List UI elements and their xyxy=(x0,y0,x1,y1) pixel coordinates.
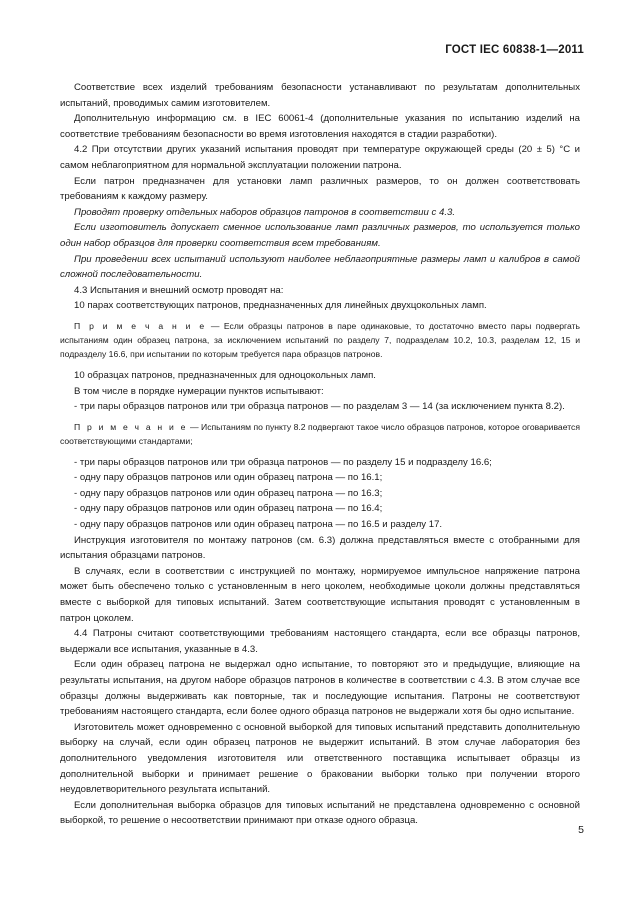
paragraph-numbering: В том числе в порядке нумерации пунктов испытывают: xyxy=(74,385,324,397)
paragraph-italic-check: Проводят проверку отдельных наборов образцов патронов в соответствии с 4.3. xyxy=(74,206,455,218)
list-item: - три пары образцов патронов или три образца патронов — по разделу 15 и подразделу 16.6; xyxy=(74,456,492,468)
paragraph-single-cap: 10 образцах патронов, предназначенных для одноцокольных ламп. xyxy=(74,369,376,381)
paragraph-additional-sample: Изготовитель может одновременно с основной выборкой для типовых испытаний представить дополнительную выборку на случай, если один образец патронов не выдержит испытаний. В этом случае лаборатория без дополнительного уведомления изготовителя или ответственного поставщика испытывает образцы из дополнительной выборки и принимает решение о браковании выборки только при получении второго неудовлетворительного результата испытаний. xyxy=(60,721,580,796)
note-2-label: П р и м е ч а н и е xyxy=(74,421,188,432)
paragraph-1: Соответствие всех изделий требованиям безопасности устанавливают по результатам дополнительных испытаний, проводимых самим изготовителем. xyxy=(60,82,580,109)
list-item: - одну пару образцов патронов или один образец патрона — по 16.3; xyxy=(74,487,383,499)
paragraph-italic-interchange: Если изготовитель допускает сменное использование ламп различных размеров, то используется только один набор образцов для проверки соответствия всем требованиям. xyxy=(60,222,580,249)
paragraph-nonconformity: Если дополнительная выборка образцов для типовых испытаний не представлена одновременно с основной выборкой, то решение о несоответствии принимают при отказе одного образца. xyxy=(60,799,580,827)
paragraph-three-pairs: - три пары образцов патронов или три образца патронов — по разделам 3 — 14 (за исключением пункта 8.2). xyxy=(74,401,565,413)
paragraph-double-cap: 10 парах соответствующих патронов, предназначенных для линейных двухцокольных ламп. xyxy=(74,300,487,312)
list-item: - одну пару образцов патронов или один образец патрона — по 16.4; xyxy=(74,503,383,515)
note-2 xyxy=(60,420,580,448)
paragraph-4-4: 4.4 Патроны считают соответствующими требованиям настоящего стандарта, если все образцы патронов, выдержали все испытания, указанные в 4.3. xyxy=(60,628,580,655)
note-1-text: — Если образцы патронов в паре одинаковые, то достаточно вместо пары подвергать испытаниям один образец патрона, за исключением испытаний по разделу 7, подразделам 10.2, 10.3, разделам 12, 15 и подразделу 16.6, при испытании по которым требуется пара образцов патронов. xyxy=(60,320,580,359)
paragraph-4-3: 4.3 Испытания и внешний осмотр проводят на: xyxy=(74,284,284,296)
paragraph-lamp-sizes: Если патрон предназначен для установки ламп различных размеров, то он должен соответствовать требованиям к каждому размеру. xyxy=(60,175,580,203)
page-number: 5 xyxy=(578,824,584,836)
note-1-label: П р и м е ч а н и е xyxy=(74,320,207,331)
document-header: ГОСТ IEC 60838-1—2011 xyxy=(445,44,584,56)
paragraph-failure-retest: Если один образец патрона не выдержал одно испытание, то повторяют это и предыдущие, влияющие на результаты испытания, на другом наборе образцов патронов в количестве в соответствии с 4.3. В этом случае все образцы должны выдерживать как повторные, так и последующие испытания. Патроны не соответствуют требованиям настоящего стандарта, если более одного образца патронов не выдержали хотя бы одно испытание. xyxy=(60,659,580,718)
paragraph-italic-worst-case: При проведении всех испытаний используют наиболее неблагоприятные размеры ламп и калибров в самой сложной последовательности. xyxy=(60,253,580,281)
list-item: - одну пару образцов патронов или один образец патрона — по 16.5 и разделу 17. xyxy=(74,519,443,531)
paragraph-4-2: 4.2 При отсутствии других указаний испытания проводят при температуре окружающей среды (20 ± 5) °С и самом неблагоприятном для нормальной эксплуатации положении патрона. xyxy=(60,144,580,171)
note-2-text: — Испытаниям по пункту 8.2 подвергают такое число образцов патронов, которое оговаривается соответствующими стандартами; xyxy=(60,421,580,446)
paragraph-instruction: Инструкция изготовителя по монтажу патронов (см. 6.3) должна представляться вместе с отобранными для испытания образцами патронов. xyxy=(60,534,580,562)
list-item: - одну пару образцов патронов или один образец патрона — по 16.1; xyxy=(74,472,383,484)
note-1 xyxy=(60,319,580,361)
paragraph-impulse-voltage: В случаях, если в соответствии с инструкцией по монтажу, нормируемое импульсное напряжение патрона может быть обеспечено только с установленным в него цоколем, необходимые цоколи должны представляться вместе с выборкой для типовых испытаний. Затем соответствующие испытания проводят с установленным в патрон цоколем. xyxy=(60,565,580,624)
paragraph-2: Дополнительную информацию см. в IEC 60061-4 (дополнительные указания по испытанию изделий на соответствие требованиям безопасности во время изготовления находятся в стадии разработки). xyxy=(60,113,580,140)
document-body xyxy=(60,80,580,829)
